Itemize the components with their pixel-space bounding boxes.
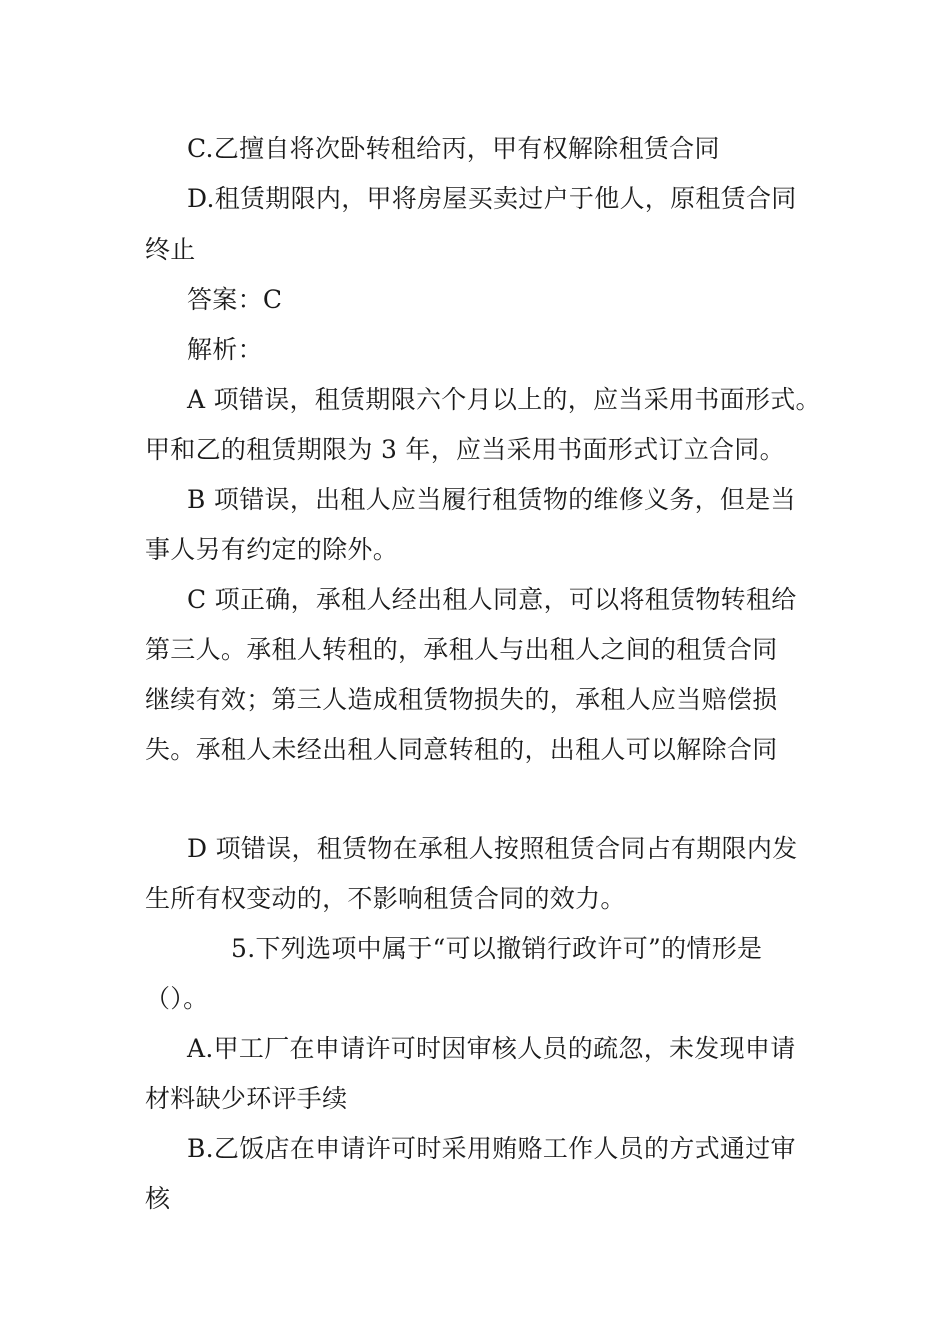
analysis-b-line-cont: 事人另有约定的除外。 [145,535,399,564]
answer-line: 答案：C [187,285,283,314]
analysis-c-line-cont-1: 第三人。承租人转租的，承租人与出租人之间的租赁合同 [145,635,778,664]
analysis-c-line: C 项正确，承租人经出租人同意，可以将租赁物转租给 [187,585,797,614]
question-5-option-a-cont: 材料缺少环评手续 [145,1084,348,1113]
analysis-a-line: A 项错误，租赁期限六个月以上的，应当采用书面形式。 [187,385,821,414]
analysis-b-line: B 项错误，出租人应当履行租赁物的维修义务，但是当 [187,485,796,514]
analysis-a-line-cont: 甲和乙的租赁期限为 3 年，应当采用书面形式订立合同。 [145,435,785,464]
question-5-line: 5.下列选项中属于“可以撤销行政许可”的情形是 [231,934,763,963]
question-5-option-b-cont: 核 [145,1184,171,1213]
question-5-line-cont: （）。 [145,984,209,1013]
analysis-d-line-cont: 生所有权变动的，不影响租赁合同的效力。 [145,884,626,913]
option-d-line-cont: 终止 [145,235,196,264]
analysis-c-line-cont-3: 失。承租人未经出租人同意转租的，出租人可以解除合同 [145,735,778,764]
question-5-option-b: B.乙饭店在申请许可时采用贿赂工作人员的方式通过审 [187,1134,796,1163]
analysis-heading: 解析： [187,335,263,364]
question-5-option-a: A.甲工厂在申请许可时因审核人员的疏忽，未发现申请 [187,1034,796,1063]
option-c-line: C.乙擅自将次卧转租给丙，甲有权解除租赁合同 [187,134,720,163]
option-d-line: D.租赁期限内，甲将房屋买卖过户于他人，原租赁合同 [187,184,797,213]
analysis-d-line: D 项错误，租赁物在承租人按照租赁合同占有期限内发 [187,834,798,863]
analysis-c-line-cont-2: 继续有效；第三人造成租赁物损失的，承租人应当赔偿损 [145,685,778,714]
